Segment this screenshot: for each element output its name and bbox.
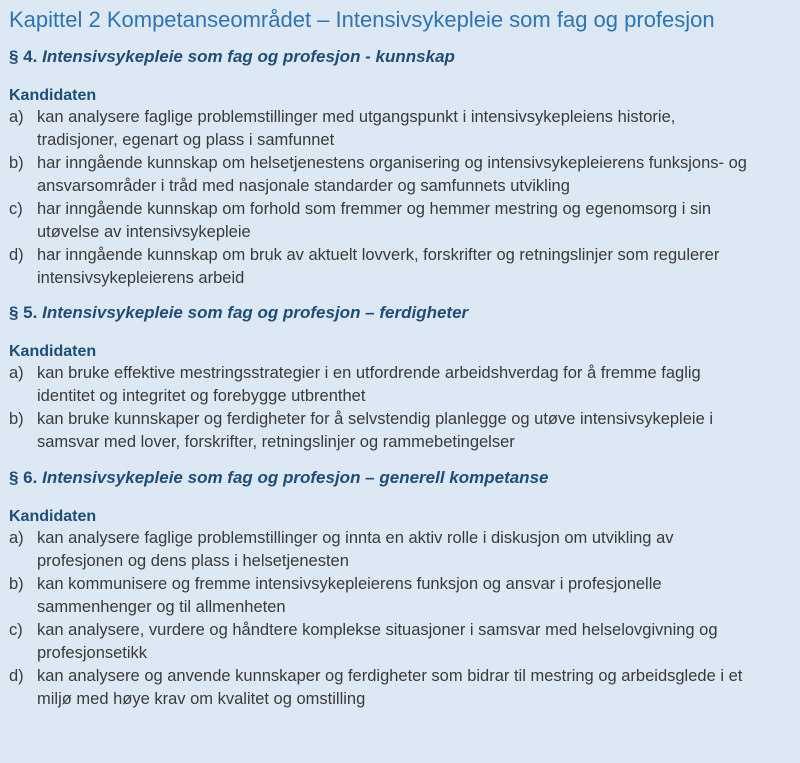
section-number: § 5. [9, 303, 38, 322]
item-text: har inngående kunnskap om helsetjenestens organisering og intensivsykepleierens funksjons- og ansvarsområder i tråd med nasjonale standarder og samfunnets utvikling [37, 154, 747, 195]
section-number: § 6. [9, 468, 38, 487]
section-heading [9, 46, 790, 68]
item-text: kan bruke effektive mestringsstrategier i en utfordrende arbeidshverdag for å fremme faglig identitet og integritet og forebygge utbrenthet [37, 364, 701, 405]
section-subheading: Kandidaten [9, 508, 97, 525]
section-subheading: Kandidaten [9, 343, 97, 360]
list-item [9, 244, 790, 290]
item-text: kan analysere faglige problemstillinger med utgangspunkt i intensivsykepleiens historie, tradisjoner, egenart og plass i samfunnet [37, 108, 676, 149]
item-text: kan bruke kunnskaper og ferdigheter for å selvstendig planlegge og utøve intensivsykepleie i samsvar med lover, forskrifter, retningslinjer og rammebetingelser [37, 410, 713, 451]
section-5 [9, 302, 790, 454]
item-text: har inngående kunnskap om forhold som fremmer og hemmer mestring og egenomsorg i sin utøvelse av intensivsykepleie [37, 200, 712, 241]
section-6 [9, 467, 790, 711]
item-text: har inngående kunnskap om bruk av aktuelt lovverk, forskrifter og retningslinjer som regulerer intensivsykepleierens arbeid [37, 246, 720, 287]
item-text: kan kommunisere og fremme intensivsykepleierens funksjon og ansvar i profesjonelle sammenhenger og til allmenheten [37, 575, 662, 616]
list-item [9, 152, 790, 198]
list-item [9, 106, 790, 152]
item-letter: b) [9, 154, 24, 172]
section-heading [9, 302, 790, 324]
list-item [9, 665, 790, 711]
item-letter: a) [9, 529, 24, 547]
list-item [9, 573, 790, 619]
item-letter: a) [9, 364, 24, 382]
list-item [9, 527, 790, 573]
section-title: Intensivsykepleie som fag og profesjon – generell kompetanse [42, 468, 549, 487]
chapter-title: Kapittel 2 Kompetanseområdet – Intensivsykepleie som fag og profesjon [9, 7, 715, 32]
item-letter: c) [9, 621, 23, 639]
list-item [9, 619, 790, 665]
section-title: Intensivsykepleie som fag og profesjon - kunnskap [42, 47, 455, 66]
list-item [9, 408, 790, 454]
section-subheading: Kandidaten [9, 87, 97, 104]
item-text: kan analysere, vurdere og håndtere komplekse situasjoner i samsvar med helselovgivning og profesjonsetikk [37, 621, 718, 662]
item-letter: a) [9, 108, 24, 126]
item-letter: d) [9, 667, 24, 685]
section-title: Intensivsykepleie som fag og profesjon – ferdigheter [42, 303, 469, 322]
section-heading [9, 467, 790, 489]
item-text: kan analysere faglige problemstillinger og innta en aktiv rolle i diskusjon om utvikling av profesjonen og dens plass i helsetjenesten [37, 529, 674, 570]
section-4 [9, 46, 790, 290]
list-item [9, 198, 790, 244]
item-letter: b) [9, 410, 24, 428]
section-number: § 4. [9, 47, 38, 66]
list-item [9, 362, 790, 408]
item-letter: b) [9, 575, 24, 593]
item-text: kan analysere og anvende kunnskaper og ferdigheter som bidrar til mestring og arbeidsglede i et miljø med høye krav om kvalitet og omstilling [37, 667, 743, 708]
item-letter: d) [9, 246, 24, 264]
item-letter: c) [9, 200, 23, 218]
